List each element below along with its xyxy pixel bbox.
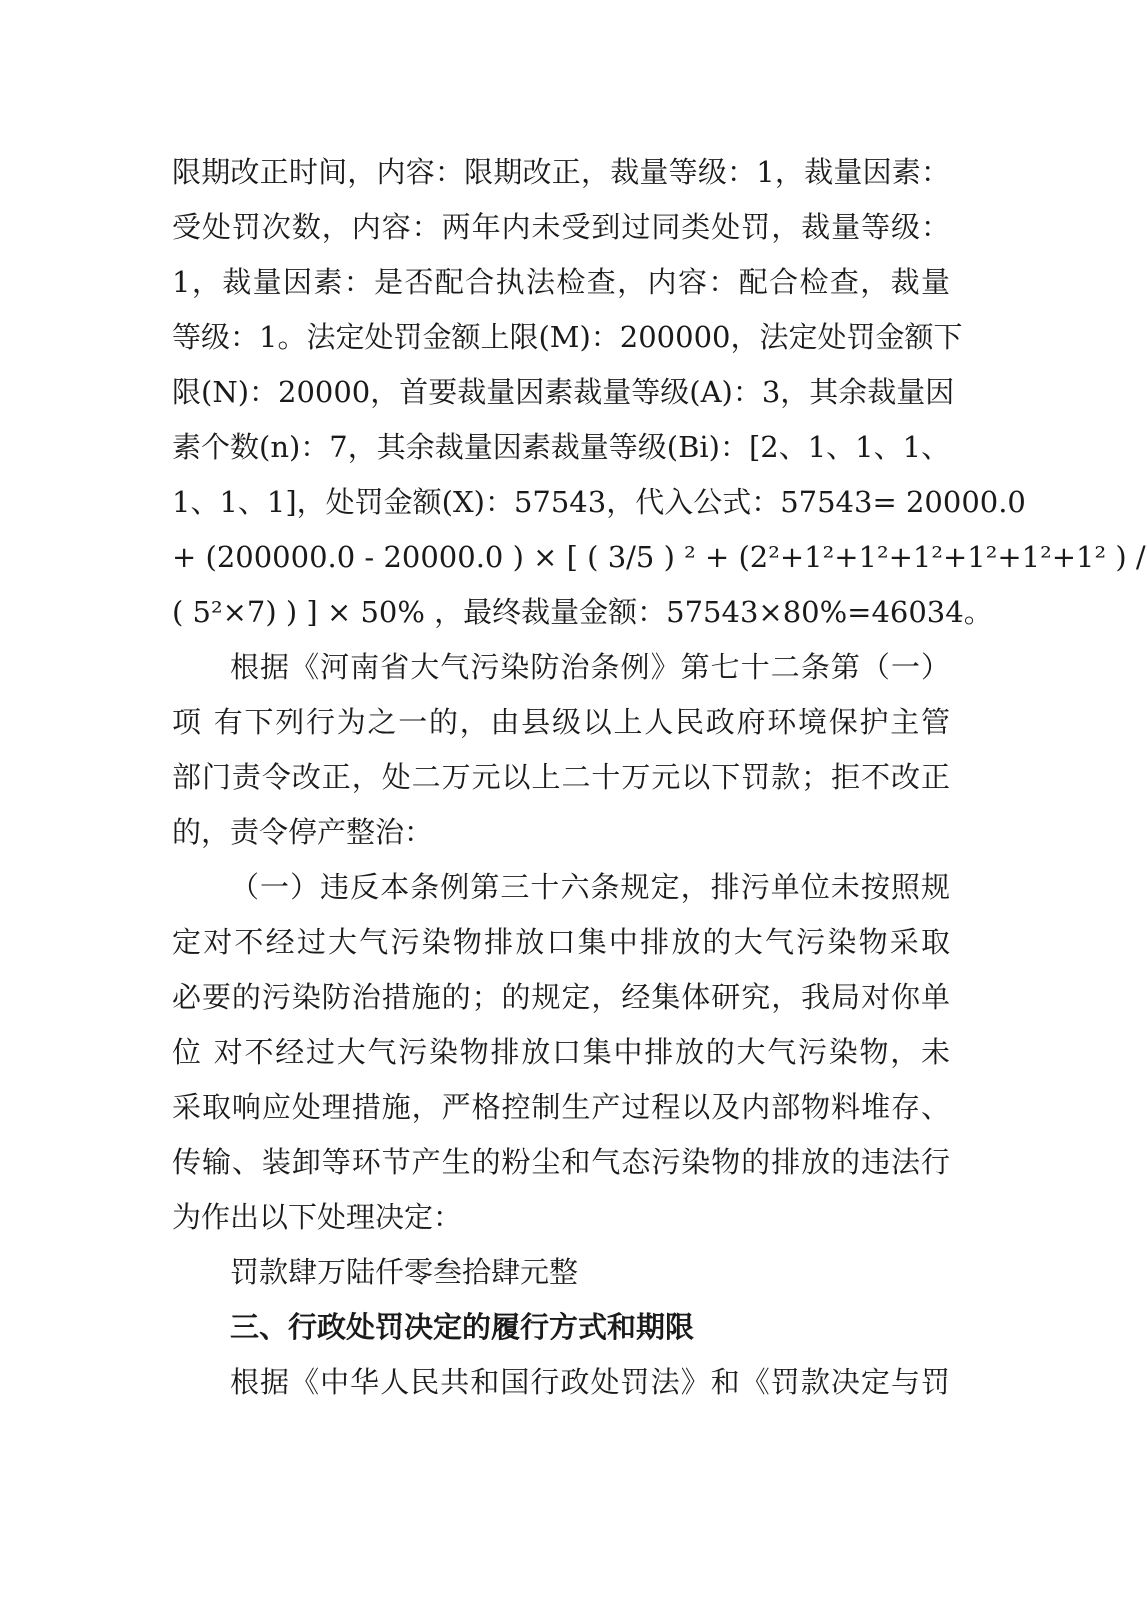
formula-line: + (200000.0 - 20000.0 ) × [ ( 3/5 ) ² + (2²+1²+1²+1²+1²+1²+1² ) / xyxy=(172,540,1146,574)
paragraph-line: 素个数(n)：7，其余裁量因素裁量等级(Bi)：[2、1、1、1、 xyxy=(172,430,951,464)
document-body xyxy=(172,145,1146,1410)
paragraph-line: 采取响应处理措施，严格控制生产过程以及内部物料堆存、 xyxy=(172,1090,950,1124)
paragraph-line: 定对不经过大气污染物排放口集中排放的大气污染物采取 xyxy=(172,925,950,959)
paragraph-line: 1，裁量因素：是否配合执法检查，内容：配合检查，裁量 xyxy=(172,265,950,299)
paragraph-line: （一）违反本条例第三十六条规定，排污单位未按照规 xyxy=(230,870,950,904)
paragraph-line: 项 有下列行为之一的，由县级以上人民政府环境保护主管 xyxy=(172,705,950,739)
paragraph-line: 位 对不经过大气污染物排放口集中排放的大气污染物，未 xyxy=(172,1035,950,1069)
paragraph-line: 根据《河南省大气污染防治条例》第七十二条第（一） xyxy=(230,650,950,684)
paragraph-line: 必要的污染防治措施的；的规定，经集体研究，我局对你单 xyxy=(172,980,950,1014)
paragraph-line: 传输、装卸等环节产生的粉尘和气态污染物的排放的违法行 xyxy=(172,1145,950,1179)
paragraph-line: 部门责令改正，处二万元以上二十万元以下罚款；拒不改正 xyxy=(172,760,950,794)
paragraph-line: 根据《中华人民共和国行政处罚法》和《罚款决定与罚 xyxy=(230,1365,950,1399)
paragraph-line: 限(N)：20000，首要裁量因素裁量等级(A)：3，其余裁量因 xyxy=(172,375,955,409)
paragraph-line: 等级：1。法定处罚金额上限(M)：200000，法定处罚金额下 xyxy=(172,320,963,354)
paragraph-line: 1、1、1]，处罚金额(X)：57543，代入公式：57543= 20000.0 xyxy=(172,485,1026,519)
section-heading: 三、行政处罚决定的履行方式和期限 xyxy=(230,1310,695,1344)
paragraph-line: 为作出以下处理决定： xyxy=(172,1200,463,1234)
paragraph-line: 的，责令停产整治： xyxy=(172,815,434,849)
paragraph-line: 受处罚次数，内容：两年内未受到过同类处罚，裁量等级： xyxy=(172,210,950,244)
penalty-amount: 罚款肆万陆仟零叁拾肆元整 xyxy=(230,1255,579,1289)
formula-line: ( 5²×7) ) ] × 50% ，最终裁量金额：57543×80%=46034。 xyxy=(172,595,993,629)
paragraph-line: 限期改正时间，内容：限期改正，裁量等级：1，裁量因素： xyxy=(172,155,950,189)
